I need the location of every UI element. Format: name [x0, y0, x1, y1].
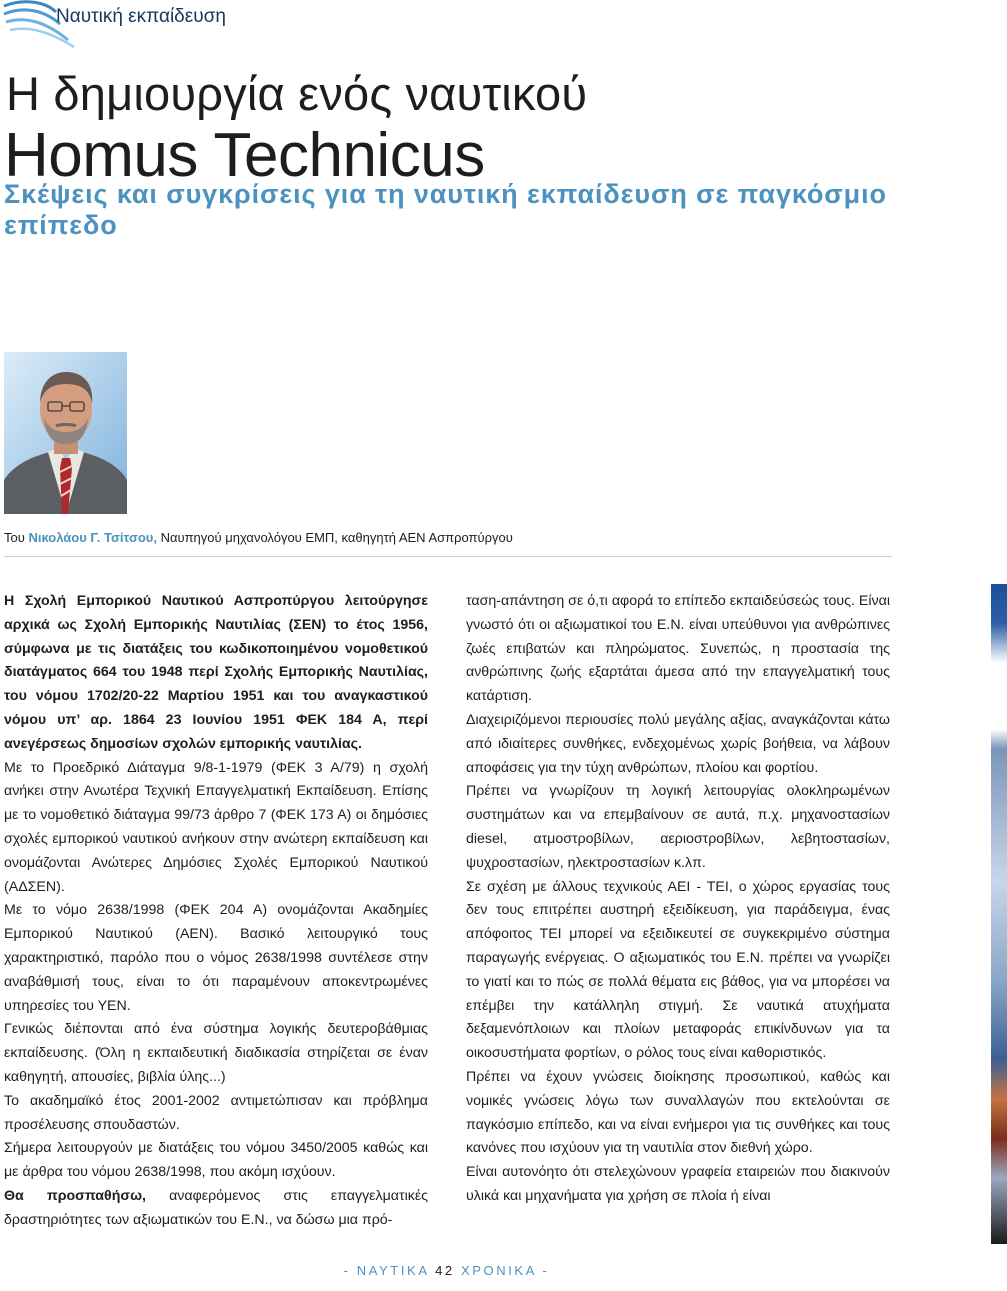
- body-paragraph: Με το νόμο 2638/1998 (ΦΕΚ 204 Α) ονομάζονται Ακαδημίες Εμπορικού Ναυτικού (ΑΕΝ). Βασικό λειτουργικό τους χαρακτηριστικό, παρόλο που ο νόμος 2638/1998 συντέλεσε στην αναβάθμισή τους, είναι το ότι παραμένουν αποκεντρωμένες υπηρεσίες του ΥΕΝ.: [4, 902, 428, 1014]
- page-footer: [0, 1263, 893, 1278]
- byline-prefix: Του: [4, 530, 29, 545]
- body-paragraph: ταση-απάντηση σε ό,τι αφορά το επίπεδο εκπαιδεύσεώς τους. Είναι γνωστό ότι οι αξιωματικοί του Ε.Ν. είναι υπεύθυνοι για ανθρώπινες ζωές επιβατών και πληρώματος. Συνεπώς, η προστασία της ανθρώπινης ζωής εξαρτάται άμεσα από την επαγγελματική τους κατάρτιση.: [466, 593, 890, 705]
- body-paragraph: Διαχειριζόμενοι περιουσίες πολύ μεγάλης αξίας, αναγκάζονται κάτω από ιδιαίτερες συνθήκες, ενδεχομένως χωρίς βοήθεια, να λάβουν αποφάσεις για την τύχη ανθρώπων, πλοίου και φορτίου.: [466, 711, 890, 776]
- paragraph-text: αναφερόμενος στις επαγγελματικές δραστηριότητες των αξιωματικών του Ε.Ν., να δώσω μια πρό-: [4, 1187, 428, 1228]
- author-photo: [4, 352, 127, 514]
- body-paragraph: Το ακαδημαϊκό έτος 2001-2002 αντιμετώπισαν και πρόβλημα προσέλευσης σπουδαστών.: [4, 1092, 428, 1133]
- body-paragraph: Πρέπει να έχουν γνώσεις διοίκησης προσωπικού, καθώς και νομικές γνώσεις λόγω των συναλλαγών που εκτελούνται σε παγκόσμιο επίπεδο, και να είναι ενήμεροι για τις συνθήκες και τους κανόνες που ισχύουν για τη ναυτιλία στον διεθνή χώρο.: [466, 1068, 890, 1157]
- footer-magazine-right: ΧΡΟΝΙΚΑ -: [454, 1263, 550, 1278]
- article-subtitle: Σκέψεις και συγκρίσεις για τη ναυτική εκπαίδευση σε παγκόσμιο επίπεδο: [4, 179, 887, 240]
- adjacent-page-image: [991, 584, 1007, 1244]
- body-paragraph: Πρέπει να γνωρίζουν τη λογική λειτουργίας ολοκληρωμένων συστημάτων και να επεμβαίνουν σε αυτά, π.χ. μηχανοστασίων diesel, ατμοστροβίλων, αεριοστροβίλων, λεβητοστασίων, ψυχροστασίων, ηλεκτροστασίων κ.λπ.: [466, 783, 890, 871]
- page-number: 42: [435, 1263, 455, 1278]
- footer-magazine-left: - ΝΑΥΤΙΚΑ: [343, 1263, 436, 1278]
- body-paragraph: Σε σχέση με άλλους τεχνικούς ΑΕΙ - ΤΕΙ, ο χώρος εργασίας τους δεν τους επιτρέπει αυστηρή εξειδίκευση, για παράδειγμα, ένας απόφοιτος ΤΕΙ μπορεί να εξειδικευτεί σε συγκεκριμένο σύστημα παραγωγής ενέργειας. Ο αξιωματικός του Ε.Ν. πρέπει να γνωρίζει το γιατί και το πώς σε πολλά θέματα εις βάθος, για να μπορέσει να επέμβει την κατάλληλη στιγμή. Σε ναυτικά ατυχήματα δεξαμενόπλοιων και πλοίων μεταφοράς επικίνδυνων για τα οικοσυστήματα φορτίων, ο ρόλος τους είναι καθοριστικός.: [466, 878, 890, 1062]
- lead-paragraph: Η Σχολή Εμπορικού Ναυτικού Ασπροπύργου λειτούργησε αρχικά ως Σχολή Εμπορικής Ναυτιλίας (ΣΕΝ) το έτος 1956, σύμφωνα με τις διατάξεις του κωδικοποιημένου νομοθετικού διατάγματος 664 του 1948 περί Σχολής Εμπορικής Ναυτιλίας, του νόμου 1702/20-22 Μαρτίου 1951 και του αναγκαστικού νόμου υπ’ αρ. 1864 23 Ιουνίου 1951 ΦΕΚ 184 Α, περί ανεγέρσεως δημοσίων σχολών εμπορικής ναυτιλίας.: [4, 593, 428, 752]
- article-column-right: [466, 590, 890, 1209]
- paragraph-lead: Θα προσπαθήσω,: [4, 1187, 146, 1204]
- body-paragraph: [4, 1185, 428, 1233]
- divider: [4, 556, 892, 557]
- article-title: Η δημιουργία ενός ναυτικού: [6, 67, 588, 120]
- article-column-left: [4, 590, 428, 1233]
- body-paragraph: Σήμερα λειτουργούν με διατάξεις του νόμου 3450/2005 καθώς και με άρθρα του νόμου 2638/1998, που ακόμη ισχύουν.: [4, 1140, 428, 1181]
- body-paragraph: Με το Προεδρικό Διάταγμα 9/8-1-1979 (ΦΕΚ 3 Α/79) η σχολή ανήκει στην Ανωτέρα Τεχνική Επαγγελματική Εκπαίδευση. Επίσης με το νομοθετικό διάταγμα 99/73 άρθρο 7 (ΦΕΚ 173 Α) οι δημόσιες σχολές εμπορικού ναυτικού ανήκουν στην ανώτερη εκπαίδευση και ονομάζονται Ανώτερες Δημόσιες Σχολές Εμπορικού Ναυτικού (ΑΔΣΕΝ).: [4, 759, 428, 895]
- body-paragraph: Γενικώς διέπονται από ένα σύστημα λογικής δευτεροβάθμιας εκπαίδευσης. (Όλη η εκπαιδευτική διαδικασία στηρίζεται σε έναν καθηγητή, απουσίες, βιβλία ύλης...): [4, 1021, 428, 1085]
- article-title-latin: Homus Technicus: [4, 121, 485, 190]
- section-label: Ναυτική εκπαίδευση: [56, 6, 226, 27]
- body-paragraph: Είναι αυτονόητο ότι στελεχώνουν γραφεία εταιρειών που διακινούν υλικά και μηχανήματα για χρήση σε πλοία ή είναι: [466, 1164, 890, 1204]
- byline: [4, 530, 513, 545]
- byline-role: Ναυπηγού μηχανολόγου ΕΜΠ, καθηγητή ΑΕΝ Ασπροπύργου: [156, 530, 513, 545]
- byline-author: Νικολάου Γ. Τσίτσου,: [28, 530, 157, 545]
